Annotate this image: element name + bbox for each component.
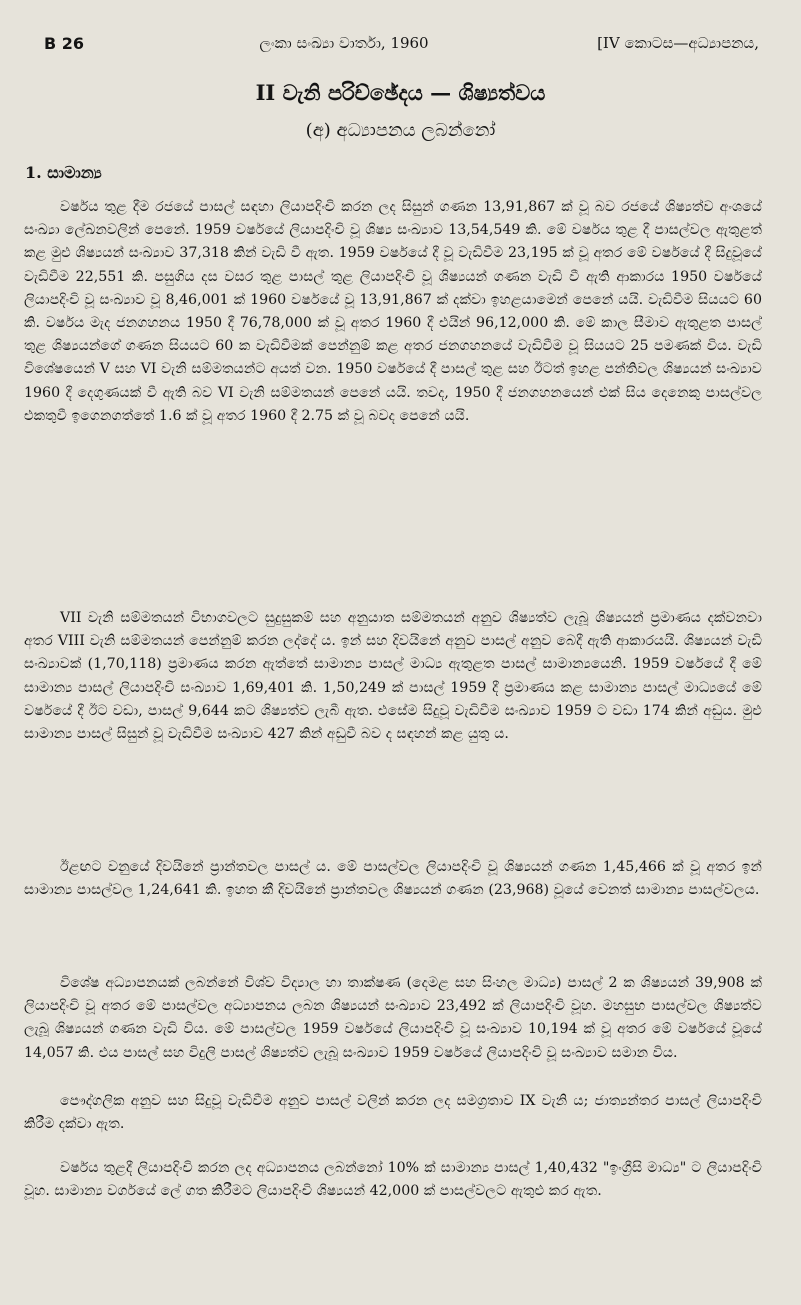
page-number: B 26	[44, 34, 85, 53]
paragraph	[24, 972, 762, 1065]
paragraph-text: වර්ෂය තුළදී ලියාපදිංචි කරන ලද අධ්‍යාපනය ලබන්නෝ 10% ක් සාමාන්‍ය පාසල් 1,40,432 "ඉංග්‍රීසි මාධ්‍ය" ට ලියාපදිංචි වූහ. සාමාන්‍ය වර්ගයේ ලේ ගත කිරීමට ලියාපදිංචි ශිෂ්‍යයන් 42,000 ක් පාසල්වලට ඇතුළු කර ඇත.	[24, 1160, 762, 1200]
paragraph	[24, 1090, 762, 1136]
paragraph-text: විශේෂ අධ්‍යාපනයක් ලබන්නේ විශ්ව විද්‍යාල හා තාක්ෂණ (දෙමළ සහ සිංහල මාධ්‍ය) පාසල් 2 ක ශිෂ්‍යයන් 39,908 ක් ලියාපදිංචි වූ අතර මේ පාසල්වල අධ්‍යාපනය ලබන ශිෂ්‍යයන් සංඛ්‍යාව 23,492 ක් ලියාපදිංචි වූහ. මහසුභ පාසල්වල ශිෂ්‍යත්ව ලැබූ ශිෂ්‍යයන් ගණන වැඩි විය. මේ පාසල්වල 1959 වර්ෂයේ ලියාපදිංචි වූ සංඛ්‍යාව 10,194 ක් වූ අතර මේ වර්ෂයේ වූයේ 14,057 කි. එය පාසල් සහ විදුලි පාසල් ශිෂ්‍යත්ව ලැබූ සංඛ්‍යාව 1959 වර්ෂයේ ලියාපදිංචි වූ සංඛ්‍යාව සමාන විය.	[24, 975, 762, 1061]
paragraph-text: VII වැනි සම්මතයන් විභාගවලට සුදුසුකම් සහ අනුයාත සම්මතයන් අනුව ශිෂ්‍යත්ව ලැබූ ශිෂ්‍යයන් ප්‍රමාණය දක්වනවා අතර VIII වැනි සම්මතයන් පෙන්නුම් කරන ලද්දේ ය. ඉන් සහ දිවයිනේ අනුව පාසල් අනුව බෙදී ඇති ආකාරයයි. ශිෂ්‍යයන් වැඩි සංඛ්‍යාවක් (1,70,118) ප්‍රමාණය කරන ඇත්තේ සාමාන්‍ය පාසල් මාධ්‍ය ඇතුළත පාසල් සාමාන්‍යයෙනි. 1959 වර්ෂයේ දී මේ සාමාන්‍ය පාසල් ලියාපදිංචි සංඛ්‍යාව 1,69,401 කි. 1,50,249 ක් පාසල් 1959 දී ප්‍රමාණය කළ සාමාන්‍ය පාසල් මාධ්‍යයේ මේ වර්ෂයේ දී ඊට වඩා, පාසල් 9,644 කට ශිෂ්‍යත්ව ලැබී ඇත. එසේම සිදුවූ වැඩිවීම සංඛ්‍යාව 1959 ට වඩා 174 කින් අඩුය. මුළු සාමාන්‍ය පාසල් සිසුන් වූ වැඩිවීම සංඛ්‍යාව 427 කින් අඩුවී බව ද සඳහන් කළ යුතු ය.	[24, 610, 762, 743]
paragraph-text: වර්ෂය තුළ දීම රජයේ පාසල් සඳහා ලියාපදිංචි කරන ලද සිසුන් ගණන 13,91,867 ක් වූ බව රජයේ ශිෂ්‍යත්ව අංශයේ සංඛ්‍යා ලේඛනවලින් පෙනේ. 1959 වර්ෂයේ ලියාපදිංචි වූ ශිෂ්‍ය සංඛ්‍යාව 13,54,549 කි. මේ වර්ෂය තුළ දී පාසල්වල ඇතුළත් කළ මුළු ශිෂ්‍යයන් සංඛ්‍යාව 37,318 කින් වැඩි වී ඇත. 1959 වර්ෂයේ දී වූ වැඩිවීම 23,195 ක් වූ අතර මේ වර්ෂයේ දී සිදුවූයේ වැඩිවීම 22,551 කි. පසුගිය දස වසර තුළ පාසල් තුළ ලියාපදිංචි වූ ශිෂ්‍යයන් ගණන වැඩි වී ඇති ආකාරය 1950 වර්ෂයේ ලියාපදිංචි වූ සංඛ්‍යාව වූ 8,46,001 ක් 1960 වර්ෂයේ වූ 13,91,867 ක් දක්වා ඉහළයාමෙන් පෙනේ යයි. වැඩිවීම සියයට 60 කි. වර්ෂය මැද ජනගහනය 1950 දී 76,78,000 ක් වූ අතර 1960 දී එයින් 96,12,000 කි. මේ කාල සීමාව ඇතුළත පාසල් තුළ ශිෂ්‍යයන්ගේ ගණන සියයට 60 ක වැඩිවීමක් පෙන්නුම් කළ අතර ජනගහනයේ වැඩිවීම වූ සියයට 25 පමණක් විය. වැඩි විශේෂයෙන් V සහ VI වැනි සම්මතයන්ට අයත් වන. 1950 වර්ෂයේ දී පාසල් තුළ සහ ඊටත් ඉහළ පන්තිවල ශිෂ්‍යයන් සංඛ්‍යාව 1960 දී දෙගුණයක් වී ඇති බව VI වැනි සම්මතයන් පෙනේ යයි. තවද, 1950 දී ජනගහනයෙන් එක් සිය දෙනෙකු පාසල්වල එකතුවී ඉගෙනගත්තේ 1.6 ක් වූ අතර 1960 දී 2.75 ක් වූ බවද පෙනේ යයි.	[24, 199, 762, 424]
paragraph	[24, 607, 762, 746]
paragraph	[24, 1157, 762, 1203]
paragraph-text: පෞද්ගලික අනුව සහ සිදුවූ වැඩිවීම අනුව පාසල් වලින් කරන ලද සමග්‍රතාව IX වැනි ය; ජාත්‍යන්තර පාසල් ලියාපදිංචි කිරීම දක්වා ඇත.	[24, 1093, 762, 1133]
running-header	[44, 30, 759, 58]
running-title: ලංකා සංඛ්‍යා වාර්තා, 1960	[259, 34, 429, 52]
part-label: [IV කොටස—අධ්‍යාපනය,	[597, 34, 759, 52]
chapter-title: II වැනි පරිච්ඡේදය — ශිෂ්‍යත්වය	[255, 80, 546, 105]
section-heading: 1. සාමාන්‍ය	[25, 163, 102, 182]
paragraph	[24, 196, 762, 428]
chapter-subtitle: (අ) අධ්‍යාපනය ලබන්නෝ	[305, 120, 496, 141]
paragraph	[24, 856, 762, 902]
paragraph-text: ඊළඟට වනුයේ දිවයිනේ ප්‍රාන්තවල පාසල් ය. මේ පාසල්වල ලියාපදිංචි වූ ශිෂ්‍යයන් ගණන 1,45,466 ක් වූ අතර ඉන් සාමාන්‍ය පාසල්වල 1,24,641 කි. ඉහත කී දිවයිනේ ප්‍රාන්තවල ශිෂ්‍යයන් ගණන (23,968) වූයේ වෙනත් සාමාන්‍ය පාසල්වලය.	[24, 859, 762, 899]
